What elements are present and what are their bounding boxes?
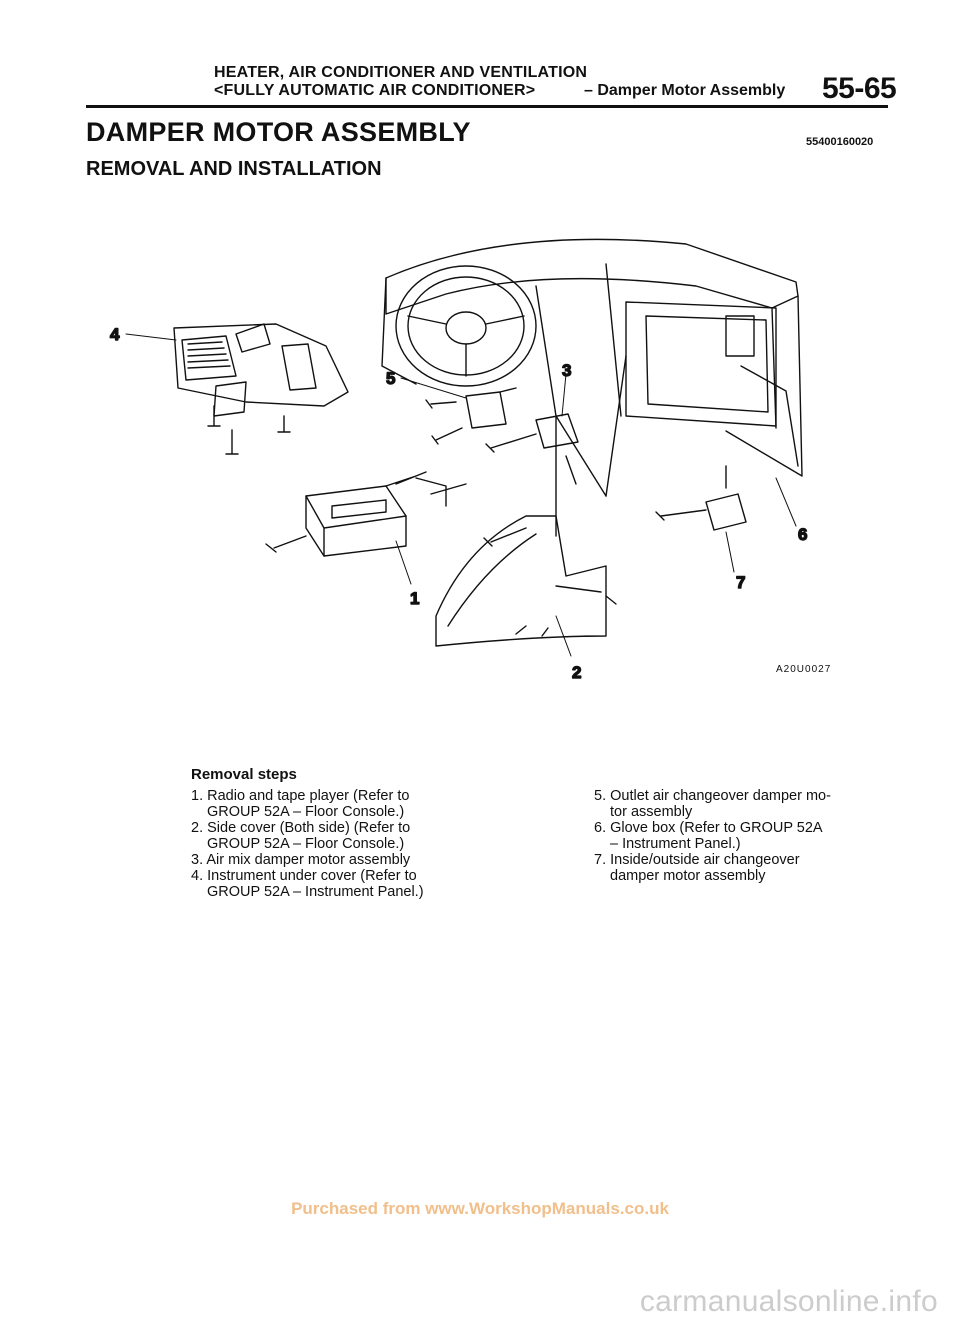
- dashboard-exploded-diagram: [86, 216, 846, 686]
- header-section-title: HEATER, AIR CONDITIONER AND VENTILATION: [214, 64, 588, 81]
- list-item: 2. Side cover (Both side) (Refer to: [191, 820, 411, 836]
- page-title: DAMPER MOTOR ASSEMBLY: [86, 117, 471, 147]
- document-code: 55400160020: [806, 136, 874, 148]
- list-item: 4. Instrument under cover (Refer to: [191, 868, 417, 884]
- callout-2: 2: [572, 663, 582, 682]
- header-rule: [86, 105, 888, 108]
- list-item: tor assembly: [610, 804, 693, 820]
- instrument-under-cover-drawing: [174, 324, 348, 454]
- page-subtitle: REMOVAL AND INSTALLATION: [86, 158, 382, 180]
- callout-7: 7: [736, 573, 746, 592]
- outlet-damper-motor-drawing: [426, 388, 516, 444]
- header-section-variant: <FULLY AUTOMATIC AIR CONDITIONER>: [214, 82, 536, 99]
- list-item: damper motor assembly: [610, 868, 766, 884]
- removal-steps-heading: Removal steps: [191, 766, 297, 783]
- list-item: 1. Radio and tape player (Refer to: [191, 788, 410, 804]
- list-item: 7. Inside/outside air changeover: [594, 852, 800, 868]
- list-item: – Instrument Panel.): [610, 836, 741, 852]
- instrument-panel-drawing: [382, 239, 802, 536]
- list-item: 6. Glove box (Refer to GROUP 52A: [594, 820, 823, 836]
- list-item: GROUP 52A – Instrument Panel.): [207, 884, 424, 900]
- watermark-text: Purchased from www.WorkshopManuals.co.uk: [291, 1199, 669, 1218]
- callout-3: 3: [562, 361, 572, 380]
- list-item: 3. Air mix damper motor assembly: [191, 852, 411, 868]
- header-topic: – Damper Motor Assembly: [584, 82, 786, 99]
- list-item: 5. Outlet air changeover damper mo-: [594, 788, 831, 804]
- callout-1: 1: [410, 589, 420, 608]
- removal-steps-right: [594, 788, 894, 884]
- removal-steps-left: [191, 788, 491, 900]
- inside-outside-damper-motor-drawing: [656, 466, 746, 530]
- figure-code: A20U0027: [776, 664, 832, 675]
- list-item: GROUP 52A – Floor Console.): [207, 804, 405, 820]
- site-watermark: carmanualsonline.info: [639, 1285, 938, 1318]
- page-number: 55-65: [822, 72, 897, 105]
- callout-4: 4: [110, 325, 120, 344]
- list-item: GROUP 52A – Floor Console.): [207, 836, 405, 852]
- side-cover-drawing: [436, 516, 616, 646]
- callout-5: 5: [386, 369, 396, 388]
- callout-6: 6: [798, 525, 808, 544]
- radio-tape-player-drawing: [266, 472, 466, 556]
